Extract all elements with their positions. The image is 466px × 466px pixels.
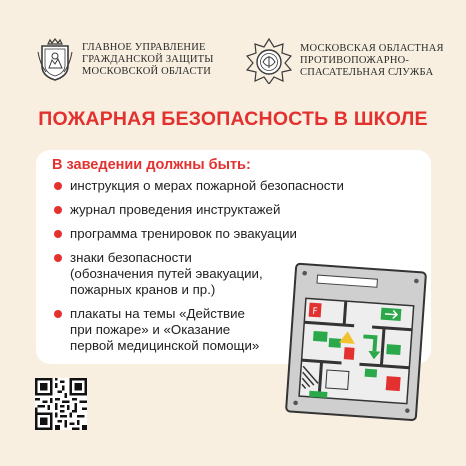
page-title: ПОЖАРНАЯ БЕЗОПАСНОСТЬ В ШКОЛЕ xyxy=(38,108,428,130)
left-organization-name xyxy=(82,42,214,78)
evacuation-plan-icon xyxy=(283,262,431,422)
fire-rescue-service-emblem-icon xyxy=(246,38,292,84)
list-item xyxy=(52,202,344,218)
bullet-icon xyxy=(54,254,62,262)
list-item-text: плакаты на темы «Действие xyxy=(70,306,245,321)
bullet-icon xyxy=(54,230,62,238)
bullet-icon xyxy=(54,182,62,190)
right-org-line: СПАСАТЕЛЬНАЯ СЛУЖБА xyxy=(300,67,434,78)
card-heading: В заведении должны быть: xyxy=(52,157,251,173)
list-item-text: пожарных кранов и пр.) xyxy=(70,282,216,297)
left-org-line: МОСКОВСКОЙ ОБЛАСТИ xyxy=(82,66,212,77)
header xyxy=(0,38,466,98)
right-org-line: ПРОТИВОПОЖАРНО- xyxy=(300,55,410,66)
list-item-text: инструкция о мерах пожарной безопасности xyxy=(70,178,344,193)
left-org-line: ГРАЖДАНСКОЙ ЗАЩИТЫ xyxy=(82,54,214,65)
list-item-text: при пожаре» и «Оказание xyxy=(70,322,231,337)
qr-code-icon xyxy=(35,378,87,430)
right-organization xyxy=(246,38,444,84)
list-item-text: журнал проведения инструктажей xyxy=(70,202,281,217)
bullet-icon xyxy=(54,310,62,318)
list-item-text: программа тренировок по эвакуации xyxy=(70,226,297,241)
moscow-oblast-coat-of-arms-icon xyxy=(36,38,74,82)
left-organization xyxy=(36,38,214,82)
list-item xyxy=(52,178,344,194)
right-org-line: МОСКОВСКАЯ ОБЛАСТНАЯ xyxy=(300,43,444,54)
right-organization-name xyxy=(300,43,444,79)
list-item-text: знаки безопасности xyxy=(70,250,192,265)
svg-text:F: F xyxy=(312,306,318,318)
list-item-text: (обозначения путей эвакуации, xyxy=(70,266,263,281)
bullet-icon xyxy=(54,206,62,214)
list-item xyxy=(52,226,344,242)
left-org-line: ГЛАВНОЕ УПРАВЛЕНИЕ xyxy=(82,42,206,53)
list-item-text: первой медицинской помощи» xyxy=(70,338,260,353)
